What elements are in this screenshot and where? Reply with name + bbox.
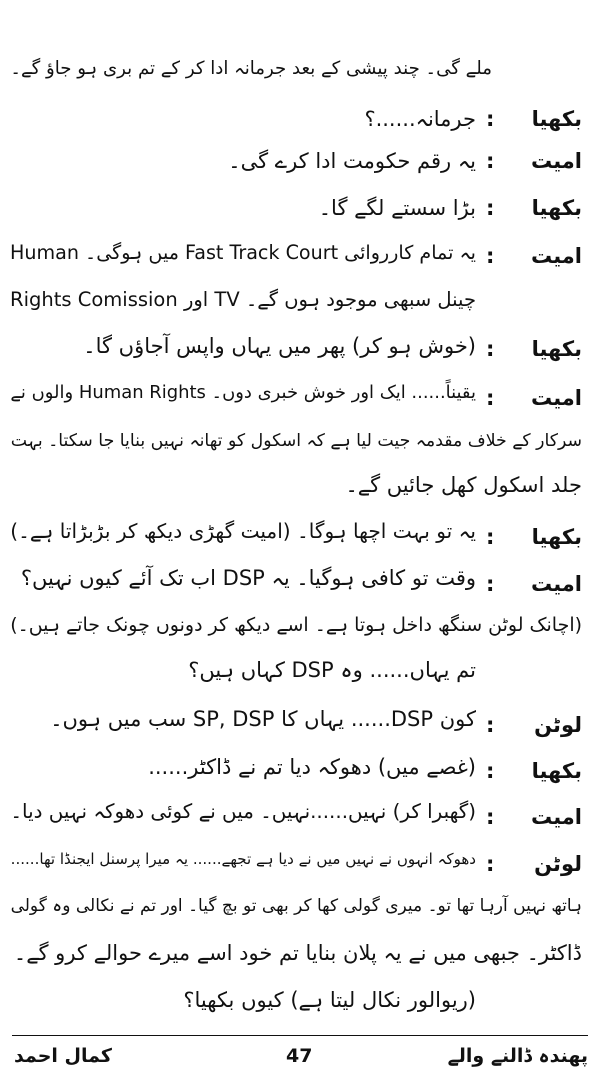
speaker-name: لوٹن: [534, 713, 582, 737]
speaker-name: لوٹن: [534, 852, 582, 876]
text-line: سرکار کے خلاف مقدمہ جیت لیا ہے کہ اسکول کو تھانہ نہیں بنایا جا سکتا۔ بہت: [10, 431, 582, 451]
text-line: (غصے میں) دھوکہ دیا تم نے ڈاکٹر......: [148, 755, 476, 779]
text-line: (گھبرا کر) نہیں......نہیں۔ میں نے کوئی دھوکہ نہیں دیا۔: [10, 800, 476, 823]
page-number: 47: [286, 1045, 313, 1067]
speaker-name: بکھیا: [531, 759, 582, 783]
text-line: کون DSP...... یہاں کا SP, DSP سب میں ہوں۔: [50, 707, 476, 731]
speaker-colon: :: [486, 759, 495, 783]
stage-direction: (ریوالور نکال لیتا ہے) کیوں بکھیا؟: [183, 988, 476, 1012]
text-line: یہ تمام کارروائی Fast Track Court میں ہوگی۔ Human: [10, 241, 476, 264]
stage-direction: (اچانک لوٹن سنگھ داخل ہوتا ہے۔ اسے دیکھ کر دونوں چونک جاتے ہیں۔): [10, 614, 582, 636]
text-line: Rights Comission اور TV چینل سبھی موجود ہوں گے۔: [10, 288, 476, 311]
text-line: تم یہاں...... وہ DSP کہاں ہیں؟: [188, 658, 476, 682]
speaker-colon: :: [486, 244, 495, 268]
speaker-colon: :: [486, 386, 495, 410]
text-line: یقیناً...... ایک اور خوش خبری دوں۔ Human Rights والوں نے: [10, 382, 476, 403]
speaker-name: بکھیا: [531, 107, 582, 131]
speaker-colon: :: [486, 337, 495, 361]
speaker-name: امیت: [530, 572, 582, 596]
speaker-colon: :: [486, 196, 495, 220]
speaker-colon: :: [486, 805, 495, 829]
speaker-name: بکھیا: [531, 196, 582, 220]
text-line: وقت تو کافی ہوگیا۔ یہ DSP اب تک آئے کیوں نہیں؟: [20, 566, 476, 590]
text-line: بڑا سستے لگے گا۔: [318, 196, 476, 220]
footer-author: کمال احمد: [14, 1045, 112, 1067]
speaker-colon: :: [486, 572, 495, 596]
speaker-colon: :: [486, 525, 495, 549]
text-line: ملے گی۔ چند پیشی کے بعد جرمانہ ادا کر کے تم بری ہو جاؤ گے۔: [10, 58, 492, 79]
speaker-name: بکھیا: [531, 525, 582, 549]
speaker-colon: :: [486, 852, 495, 876]
footer-rule: [12, 1035, 588, 1036]
text-line: ڈاکٹر۔ جبھی میں نے یہ پلان بنایا تم خود اسے میرے حوالے کرو گے۔: [13, 941, 582, 965]
speaker-name: امیت: [530, 386, 582, 410]
speaker-colon: :: [486, 713, 495, 737]
text-line: ہاتھ نہیں آرہا تھا تو۔ میری گولی کھا کر بھی تو بچ گیا۔ اور تم نے نکالی وہ گولی: [10, 896, 582, 916]
text-line: یہ رقم حکومت ادا کرے گی۔: [228, 149, 476, 173]
speaker-name: امیت: [530, 149, 582, 173]
text-line: یہ تو بہت اچھا ہوگا۔ (امیت گھڑی دیکھ کر بڑبڑاتا ہے۔): [10, 519, 476, 543]
text-line: دھوکہ انہوں نے نہیں میں نے دیا ہے تجھے...... یہ میرا پرسنل ایجنڈا تھا......: [10, 850, 476, 868]
footer-book-title: پھندہ ڈالنے والے: [447, 1045, 588, 1067]
speaker-colon: :: [486, 149, 495, 173]
speaker-colon: :: [486, 107, 495, 131]
text-line: جلد اسکول کھل جائیں گے۔: [345, 473, 582, 497]
speaker-name: امیت: [530, 244, 582, 268]
speaker-name: امیت: [530, 805, 582, 829]
text-line: جرمانہ......؟: [364, 107, 476, 131]
text-line: (خوش ہو کر) پھر میں یہاں واپس آجاؤں گا۔: [83, 334, 476, 358]
speaker-name: بکھیا: [531, 337, 582, 361]
